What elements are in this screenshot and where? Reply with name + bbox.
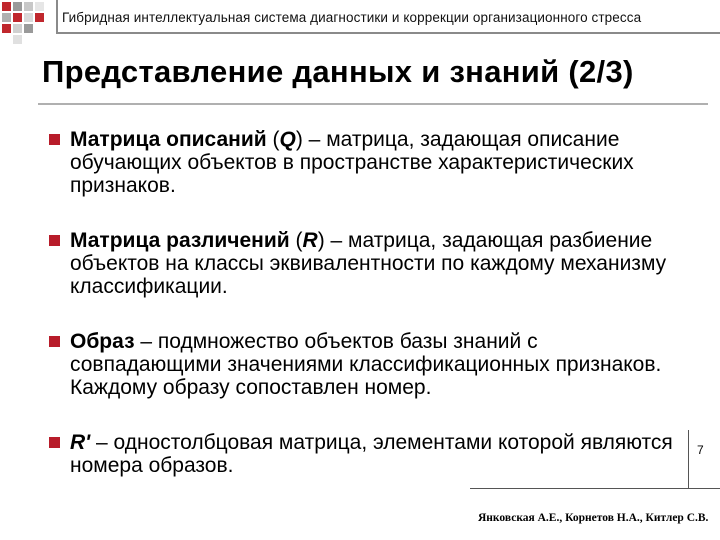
bullet-item [46, 128, 686, 197]
bullet-text: – матрица, задающая разбиение объектов на классы эквивалентности по каждому механизму классификации. [70, 229, 667, 298]
slide-title: Представление данных и знаний (2/3) [42, 54, 634, 89]
footer-authors: Янковская А.Е., Корнетов Н.А., Китлер С.В. [478, 512, 709, 524]
bullet-term: Образ [70, 330, 135, 353]
header-rule [56, 32, 720, 34]
page-number-frame [688, 430, 717, 489]
bullet-square-icon [49, 235, 60, 246]
bullet-symbol: R' [70, 431, 91, 454]
bullet-text: – одностолбцовая матрица, элементами которой являются номера образов. [70, 431, 673, 477]
bullet-term: Матрица различений [70, 229, 290, 252]
bullet-term: Матрица описаний [70, 128, 267, 151]
bullet-item [46, 330, 686, 399]
footer-rule [470, 488, 720, 489]
bullet-item [46, 229, 686, 298]
bullet-square-icon [49, 437, 60, 448]
bullet-symbol: Q [279, 128, 296, 151]
bullet-square-icon [49, 336, 60, 347]
bullet-square-icon [49, 134, 60, 145]
bullet-paren-open: ( [266, 128, 280, 151]
page-number: 7 [697, 443, 704, 457]
logo-icon [0, 0, 58, 46]
bullet-item [46, 431, 686, 477]
title-divider [38, 103, 708, 105]
header-title: Гибридная интеллектуальная система диагностики и коррекции организационного стресса [62, 10, 642, 25]
header-divider [56, 0, 58, 34]
bullet-paren-close: ) [317, 229, 325, 252]
bullet-text: – матрица, задающая описание обучающих объектов в пространстве характеристических признаков. [70, 128, 634, 197]
bullet-paren-open: ( [289, 229, 303, 252]
bullet-symbol: R [302, 229, 318, 252]
bullet-paren-close: ) [295, 128, 303, 151]
bullet-list [46, 128, 686, 477]
bullet-text: – подмножество объектов базы знаний с совпадающими значениями классификационных признаков. Каждому образу сопоставлен номер. [70, 330, 662, 399]
